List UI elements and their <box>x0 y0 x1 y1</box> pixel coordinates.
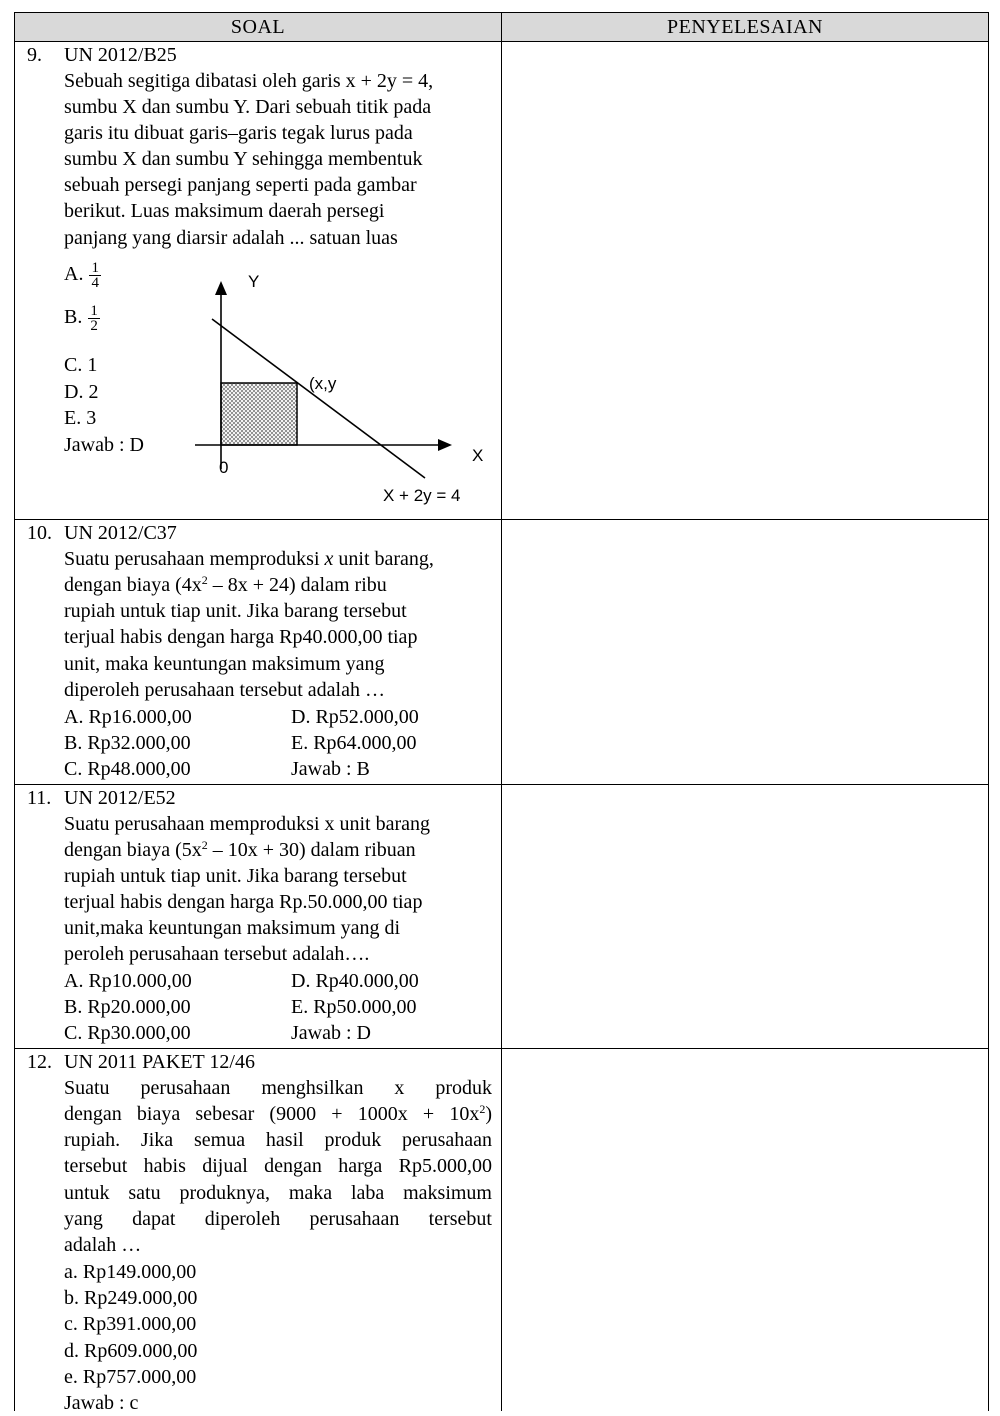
text-segment: dengan biaya (4x <box>64 574 202 596</box>
question-text-line: unit,maka keuntungan maksimum yang di <box>64 917 401 939</box>
option-label: B. <box>64 306 83 329</box>
variable: x <box>324 548 334 570</box>
column-header-penyelesaian: PENYELESAIAN <box>502 13 988 41</box>
exponent: 2 <box>201 838 208 852</box>
question-text-line: tersebut habis dijual dengan harga Rp5.000,00 <box>64 1155 492 1177</box>
question-text-line: peroleh perusahaan tersebut adalah…. <box>64 943 370 965</box>
answer-key: Jawab : B <box>291 758 370 780</box>
option-a: A. Rp10.000,00 <box>64 970 192 992</box>
question-text-line: berikut. Luas maksimum daerah persegi <box>64 200 385 222</box>
option-e: e. Rp757.000,00 <box>64 1366 197 1388</box>
option-a <box>64 261 101 290</box>
text-segment: Suatu perusahaan memproduksi <box>64 548 325 570</box>
option-e: E. Rp64.000,00 <box>291 732 417 754</box>
question-text-line: Sebuah segitiga dibatasi oleh garis x + 2y = 4, <box>64 70 434 92</box>
question-text-line: untuk satu produknya, maka laba maksimum <box>64 1182 492 1204</box>
question-text-line: terjual habis dengan harga Rp40.000,00 tiap <box>64 626 418 648</box>
question-text-line: panjang yang diarsir adalah ... satuan luas <box>64 227 398 249</box>
fraction-denominator: 2 <box>90 318 98 334</box>
option-d: d. Rp609.000,00 <box>64 1340 198 1362</box>
option-a: A. Rp16.000,00 <box>64 706 192 728</box>
option-label: A. <box>64 263 84 286</box>
origin-label: 0 <box>219 458 229 477</box>
question-text-line: sebuah persegi panjang seperti pada gambar <box>64 174 417 196</box>
option-e: E. Rp50.000,00 <box>291 996 417 1018</box>
answer-cell-11[interactable] <box>502 785 988 1048</box>
question-text-line: garis itu dibuat garis–garis tegak lurus pada <box>64 122 413 144</box>
option-b: b. Rp249.000,00 <box>64 1287 198 1309</box>
option-e: E. 3 <box>64 407 97 429</box>
text-segment: unit barang, <box>333 548 434 570</box>
question-text-line <box>64 546 434 572</box>
option-a: a. Rp149.000,00 <box>64 1261 197 1283</box>
question-text-line: rupiah untuk tiap unit. Jika barang tersebut <box>64 865 407 887</box>
column-header-soal: SOAL <box>15 13 501 41</box>
text-segment: ) <box>485 1103 492 1125</box>
question-text-line: adalah … <box>64 1234 142 1256</box>
option-d: D. Rp40.000,00 <box>291 970 419 992</box>
question-number: 9. <box>27 44 42 66</box>
question-text-line: terjual habis dengan harga Rp.50.000,00 tiap <box>64 891 423 913</box>
question-text-line <box>64 837 416 863</box>
question-text-line: sumbu X dan sumbu Y sehingga membentuk <box>64 148 423 170</box>
exponent: 2 <box>479 1102 486 1116</box>
fraction-numerator: 1 <box>91 260 99 276</box>
option-c: C. Rp30.000,00 <box>64 1022 191 1044</box>
text-segment: – 8x + 24) dalam ribu <box>207 574 387 596</box>
answer-key: Jawab : c <box>64 1392 139 1414</box>
x-axis-arrow-icon <box>438 439 452 451</box>
exponent: 2 <box>201 573 208 587</box>
question-text-line: sumbu X dan sumbu Y. Dari sebuah titik pada <box>64 96 432 118</box>
y-axis-arrow-icon <box>215 281 227 295</box>
rectangle-under-line-figure <box>190 259 490 509</box>
question-text-line: diperoleh perusahaan tersebut adalah … <box>64 679 385 701</box>
fraction <box>88 304 100 333</box>
option-c: C. Rp48.000,00 <box>64 758 191 780</box>
question-text-line: yang dapat diperoleh perusahaan tersebut <box>64 1208 492 1230</box>
option-b: B. Rp32.000,00 <box>64 732 191 754</box>
fraction <box>89 261 101 290</box>
text-segment: dengan biaya sebesar (9000 + 1000x + 10x <box>64 1103 480 1125</box>
question-text-line: Suatu perusahaan menghsilkan x produk <box>64 1077 492 1099</box>
question-source: UN 2012/E52 <box>64 787 176 809</box>
question-text-line: rupiah untuk tiap unit. Jika barang tersebut <box>64 600 407 622</box>
option-c: C. 1 <box>64 354 98 376</box>
question-text-line: rupiah. Jika semua hasil produk perusahaan <box>64 1129 492 1151</box>
answer-cell-12[interactable] <box>502 1049 988 1411</box>
question-number: 10. <box>27 522 52 544</box>
question-text-line <box>64 572 387 598</box>
fraction-denominator: 4 <box>91 275 99 291</box>
answer-key: Jawab : D <box>64 434 144 456</box>
question-text-line <box>64 1101 492 1127</box>
option-d: D. Rp52.000,00 <box>291 706 419 728</box>
question-source: UN 2011 PAKET 12/46 <box>64 1051 255 1073</box>
text-segment: – 10x + 30) dalam ribuan <box>207 839 416 861</box>
figure-svg <box>190 259 490 509</box>
question-number: 12. <box>27 1051 52 1073</box>
x-axis-label: X <box>472 446 484 465</box>
answer-cell-9[interactable] <box>502 42 988 519</box>
option-d: D. 2 <box>64 381 99 403</box>
option-b: B. Rp20.000,00 <box>64 996 191 1018</box>
line-equation-label: X + 2y = 4 <box>383 486 461 505</box>
option-b <box>64 304 100 333</box>
question-text-line: Suatu perusahaan memproduksi x unit barang <box>64 813 431 835</box>
point-label: (x,y <box>309 374 337 393</box>
text-segment: dengan biaya (5x <box>64 839 202 861</box>
answer-cell-10[interactable] <box>502 520 988 784</box>
option-c: c. Rp391.000,00 <box>64 1313 197 1335</box>
answer-key: Jawab : D <box>291 1022 371 1044</box>
shaded-rectangle <box>221 383 297 445</box>
question-text-line: unit, maka keuntungan maksimum yang <box>64 653 385 675</box>
question-source: UN 2012/B25 <box>64 44 177 66</box>
question-source: UN 2012/C37 <box>64 522 177 544</box>
y-axis-label: Y <box>248 272 260 291</box>
worksheet-table <box>14 12 989 1414</box>
question-number: 11. <box>27 787 52 809</box>
fraction-numerator: 1 <box>90 303 98 319</box>
